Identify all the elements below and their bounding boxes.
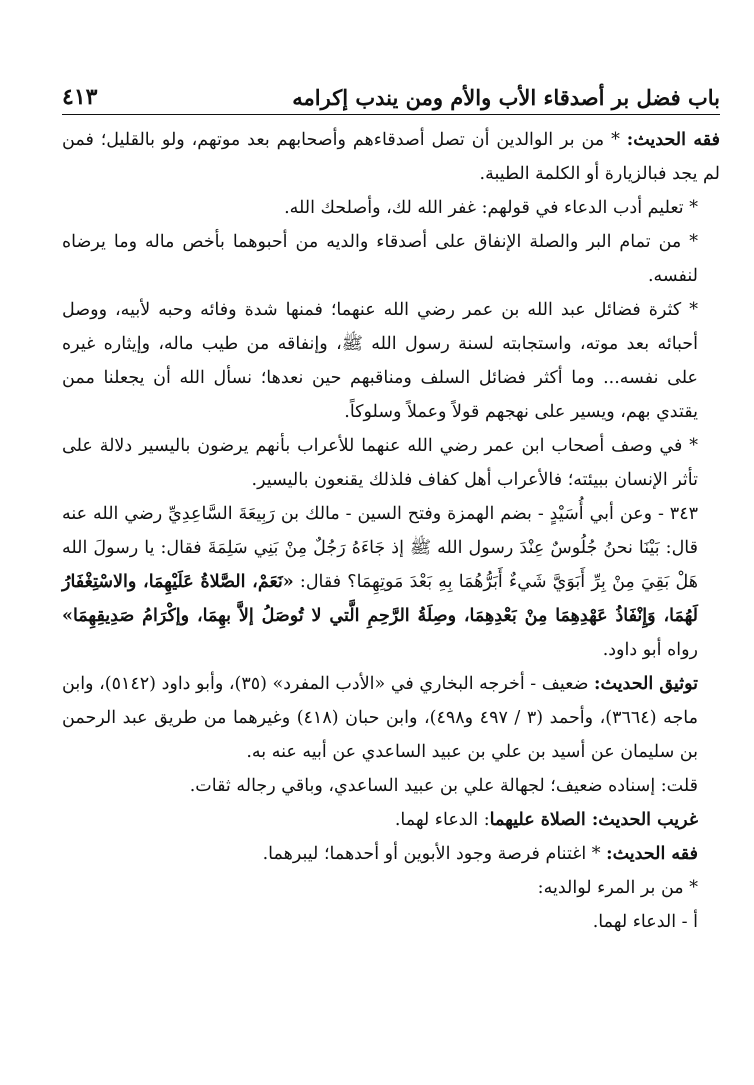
section-label: توثيق الحديث: bbox=[594, 674, 698, 694]
paragraph-gharib bbox=[62, 803, 720, 837]
paragraph-fiqh-1 bbox=[62, 123, 720, 191]
paragraph-text: * من بر الوالدين أن تصل أصدقاءهم وأصحابهم بعد موتهم، ولو بالقليل؛ فمن لم يجد فبالزيارة أو الكلمة الطيبة. bbox=[62, 130, 720, 184]
hadith-intro: ٣٤٣ - وعن أبي أُسَيْدٍ - بضم الهمزة وفتح السين - مالك بن رَبِيعَةَ السَّاعِدِيِّ رضي الله عنه قال: بَيْنَا نحنُ جُلُوسٌ عِنْدَ رسول الله ﷺ إذ جَاءَهُ رَجُلٌ مِنْ بَنِي سَلِمَةَ فقال: يا رسولَ الله هَلْ بَقِيَ مِنْ بِرِّ أَبَوَيَّ شَيءٌ أَبَرُّهُمَا بِهِ بَعْدَ مَوتِهِمَا؟ فقال: bbox=[62, 504, 698, 592]
paragraph-bullet: * كثرة فضائل عبد الله بن عمر رضي الله عنهما؛ فمنها شدة وفائه وحبه لأبيه، ووصل أحبائه بعد موته، واستجابته لسنة رسول الله ﷺ، وإنفاقه من طيب ماله، وإيثاره غيره على نفسه... وما أكثر فضائل السلف ومناقبهم حين نعدها؛ نسأل الله أن يجعلنا ممن يقتدي بهم، ويسير على نهجهم قولاً وعملاً وسلوكاً. bbox=[62, 300, 698, 422]
paragraph-bullet: * تعليم أدب الدعاء في قولهم: غفر الله لك، وأصلحك الله. bbox=[284, 198, 698, 218]
paragraph-text: : الدعاء لهما. bbox=[394, 810, 490, 830]
section-label: فقه الحديث: bbox=[626, 130, 720, 150]
chapter-title: باب فضل بر أصدقاء الأب والأم ومن يندب إكرامه bbox=[292, 85, 720, 110]
hadith-source: رواه أبو داود. bbox=[602, 640, 698, 660]
paragraph-bullet: * من تمام البر والصلة الإنفاق على أصدقاء والديه من أحبوهما بأخص ماله وما يرضاه لنفسه. bbox=[62, 232, 698, 286]
paragraph-note: قلت: إسناده ضعيف؛ لجهالة علي بن عبيد الساعدي، وباقي رجاله ثقات. bbox=[189, 776, 698, 796]
page-body bbox=[62, 123, 720, 939]
hadith-text: «نَعَمْ، الصَّلاةُ عَلَيْهِمَا، والاسْتِغْفَارُ لَهُمَا، وَإِنْفَاذُ عَهْدِهِمَا مِنْ بَعْدِهِمَا، وصِلَةُ الرَّحِمِ الَّتي لا تُوصَلُ إلاَّ بهِمَا، وإكْرَامُ صَدِيقِهِمَا» bbox=[62, 572, 698, 626]
book-page bbox=[62, 70, 720, 939]
page-header bbox=[62, 70, 720, 115]
page-number: ٤١٣ bbox=[62, 84, 98, 110]
list-item: أ - الدعاء لهما. bbox=[592, 912, 698, 932]
paragraph-bullet: * من بر المرء لوالديه: bbox=[537, 878, 698, 898]
term: الصلاة عليهما bbox=[489, 810, 592, 830]
paragraph-text: ضعيف - أخرجه البخاري في «الأدب المفرد» (٣٥)، وأبو داود (٥١٤٢)، وابن ماجه (٣٦٦٤)، وأحمد (٣ / ٤٩٧ و٤٩٨)، وابن حبان (٤١٨) وغيرهما من طريق عبد الرحمن بن سليمان عن أسيد بن علي بن عبيد الساعدي عن أبيه عنه به. bbox=[62, 674, 698, 762]
paragraph-text: * اغتنام فرصة وجود الأبوين أو أحدهما؛ ليبرهما. bbox=[262, 844, 607, 864]
paragraph-bullet: * في وصف أصحاب ابن عمر رضي الله عنهما للأعراب بأنهم يرضون باليسير دلالة على تأثر الإنسان ببيئته؛ فالأعراب أهل كفاف فلذلك يقنعون باليسير. bbox=[62, 436, 698, 490]
paragraph-fiqh-2 bbox=[62, 837, 720, 871]
section-label: فقه الحديث: bbox=[606, 844, 698, 864]
section-label: غريب الحديث: bbox=[591, 810, 698, 830]
hadith-paragraph bbox=[62, 497, 720, 667]
paragraph-authentication bbox=[62, 667, 720, 769]
